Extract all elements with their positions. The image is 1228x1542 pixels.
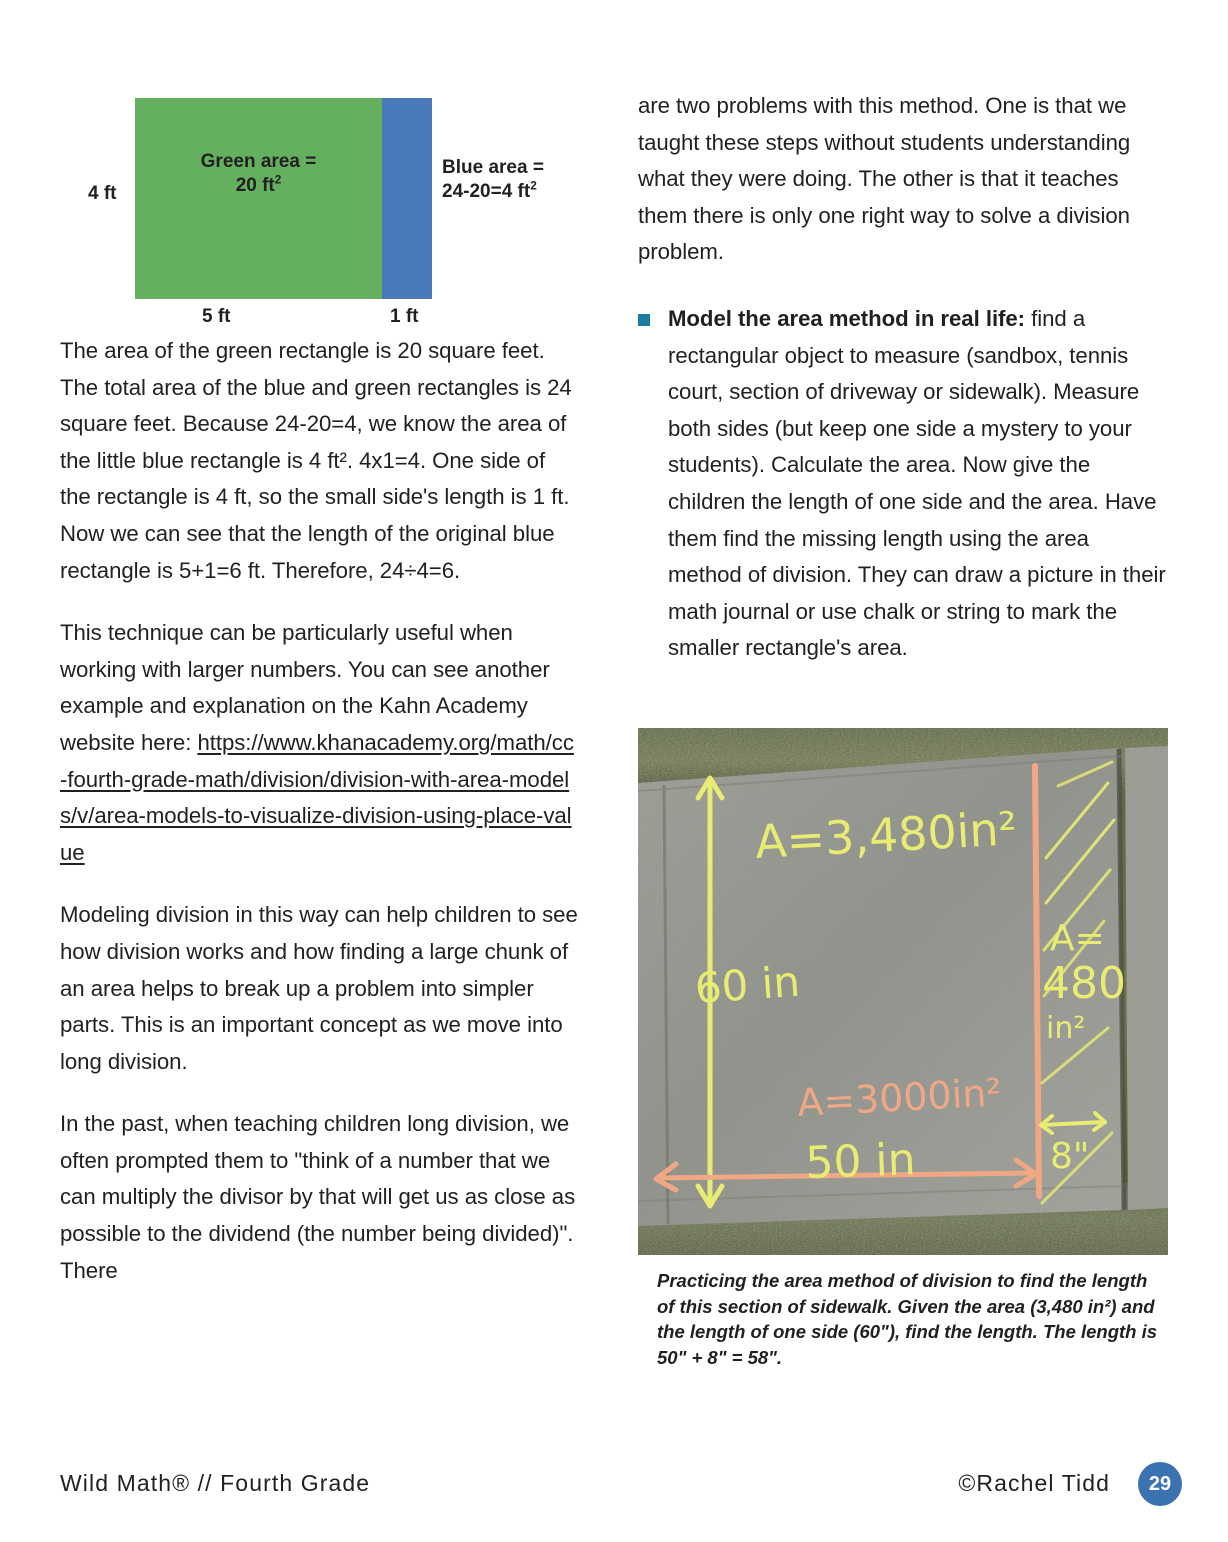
paragraph-two-problems: are two problems with this method. One is that we taught these steps without students understanding what they were doing. The other is that it teaches them there is only one right way to solve a division problem. [638, 93, 1131, 265]
chalk-total-area-label: A=3,480in² [753, 801, 1019, 869]
footer-title: Wild Math® // Fourth Grade [60, 1470, 371, 1496]
list-item-body-text: find a rectangular object to measure (sandbox, tennis court, section of driveway or sidewalk). Measure both sides (but keep one side a mystery to your students). Calculate the area. Now give the children the length of one side and the area. Have them find the missing length using the area method of division. They can draw a picture in their math journal or use chalk or string to mark the smaller rectangle's area. [668, 305, 1166, 661]
khan-academy-link[interactable]: https://www.khanacademy.org/math/cc-fourth-grade-math/division/division-with-area-models/v/area-models-to-visualize-division-using-place-value [60, 729, 574, 865]
blue-area-label [442, 156, 592, 205]
green-area-label-line1: Green area = [200, 151, 317, 172]
footer-copyright: ©Rachel Tidd [958, 1470, 1110, 1496]
paragraph-khan-academy [60, 615, 580, 871]
square-bullet-icon [638, 314, 650, 326]
chalk-remainder-area-line3: in² [1046, 1011, 1086, 1046]
blue-area-superscript: 2 [530, 179, 537, 193]
sidewalk-chalk-illustration [638, 728, 1168, 1255]
paragraph-long-division-past: In the past, when teaching children long division, we often prompted them to "think of a number that we can multiply the divisor by that will get us as close as possible to the dividend (the number being divided)". There [60, 1111, 576, 1283]
chalk-remainder-width-label: 8" [1050, 1136, 1090, 1177]
blue-area-label-line1: Blue area = [442, 157, 544, 178]
paragraph-modeling-division: Modeling division in this way can help children to see how division works and how finding a large chunk of an area helps to break up a problem into simpler parts. This is an important concept as we move into long division. [60, 902, 578, 1074]
diagram-left-dimension-label: 4 ft [88, 183, 117, 204]
blue-area-label-line2: 24-20=4 ft [442, 181, 531, 203]
diagram-bottom-dimension-green: 5 ft [202, 306, 231, 327]
right-column [638, 88, 1168, 667]
list-item-lead-label: Model the area method in real life: [668, 305, 1026, 331]
paragraph-area-explanation: The area of the green rectangle is 20 square feet. The total area of the blue and green rectangles is 24 square feet. Because 24-20=4, we know the area of the little blue rectangle is 4 ft². 4x1=4. One side of the rectangle is 4 ft, so the small side's length is 1 ft. Now we can see that the length of the original blue rectangle is 5+1=6 ft. Therefore, 24÷4=6. [60, 338, 572, 583]
chalk-remainder-area-line1: A= [1050, 918, 1105, 959]
green-area-label [135, 150, 382, 199]
diagram-bottom-dimension-blue: 1 ft [390, 306, 419, 327]
sidewalk-chalk-photo [638, 728, 1168, 1255]
green-area-label-line2: 20 ft [235, 175, 275, 197]
list-item-model-area-method [638, 301, 1168, 667]
diagram-rectangles [135, 98, 432, 299]
chalk-height-label: 60 in [693, 956, 802, 1013]
chalk-partial-area-label: A=3000in² [796, 1070, 1003, 1125]
left-column [60, 88, 580, 1289]
photo-caption: Practicing the area method of division to find the length of this section of sidewalk. Given the area (3,480 in²) and the length of one side (60"), find the length. The length is 50" + 8" = 58". [657, 1270, 1158, 1368]
area-model-diagram [60, 88, 580, 333]
green-rectangle [135, 98, 382, 299]
chalk-width-label: 50 in [804, 1134, 917, 1189]
page-number-badge: 29 [1138, 1462, 1182, 1506]
green-area-superscript: 2 [274, 173, 282, 187]
chalk-remainder-area-line2: 480 [1042, 958, 1126, 1009]
paragraph-khan-academy-text: This technique can be particularly useful when working with larger numbers. You can see another example and explanation on the Kahn Academy website here: [60, 620, 550, 755]
blue-rectangle [382, 98, 432, 299]
